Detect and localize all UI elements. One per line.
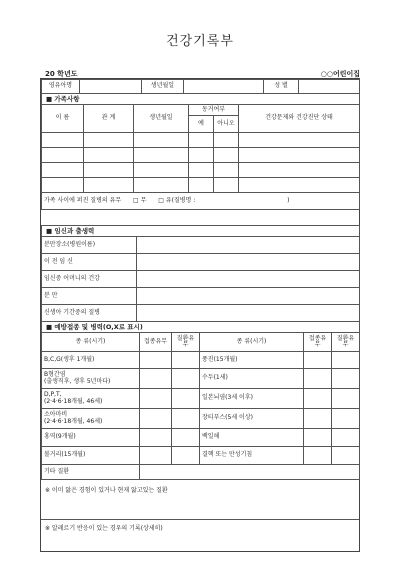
child-name-field[interactable] (80, 80, 142, 94)
school-year-label: 20 학년도 (45, 70, 78, 78)
vaccine-name: B,C,G(생후 1개월) (42, 352, 140, 369)
vaccine-done-cell[interactable] (304, 447, 332, 465)
family-row[interactable] (42, 178, 360, 193)
vaccine-name: 홍역(9개월) (42, 429, 140, 447)
family-col-birth: 생년월일 (134, 105, 189, 133)
pregnancy-label-mother-health: 임신중 어머니의 건강 (42, 271, 137, 288)
birth-date-label: 생년월일 (142, 80, 184, 94)
family-disease-label: 가족 사이에 퍼진 질병의 유무 (44, 196, 122, 204)
vaccine-ill-cell[interactable] (172, 429, 200, 447)
health-record-form (40, 78, 360, 552)
vaccine-name: 볼거리(15개월) (42, 447, 140, 465)
allergy-field[interactable] (41, 535, 359, 551)
other-illness-label: 기타 질환 (42, 465, 140, 480)
vaccine-ill-cell[interactable] (332, 447, 360, 465)
vaccination-table (41, 321, 360, 480)
vaccine-ill-cell[interactable] (172, 409, 200, 429)
vaccine-name: 풍진(15개월) (200, 352, 304, 369)
vaccine-col-done-right: 접종유무 (304, 333, 332, 352)
vaccine-col-type-right: 종 류(시기) (200, 333, 304, 352)
vaccine-name: 결핵 또는 만성기침 (200, 447, 304, 465)
vaccine-ill-cell[interactable] (332, 389, 360, 409)
vaccine-name: 수두(1세) (200, 369, 304, 389)
child-name-label: 영유아명 (42, 80, 80, 94)
family-col-cohabit: 동거여부 (189, 105, 239, 116)
pregnancy-label-delivery: 분 만 (42, 288, 137, 305)
vaccine-ill-cell[interactable] (172, 447, 200, 465)
pregnancy-section-title: ■ 임신과 출생력 (42, 226, 360, 237)
pregnancy-field-mother-health[interactable] (137, 271, 360, 288)
vaccine-ill-cell[interactable] (332, 369, 360, 389)
vaccine-ill-cell[interactable] (172, 369, 200, 389)
vaccine-ill-cell[interactable] (332, 429, 360, 447)
family-row[interactable] (42, 148, 360, 163)
vaccine-name: 백일해 (200, 429, 304, 447)
vaccine-done-cell[interactable] (304, 369, 332, 389)
allergy-note: ※ 알레르기 반응이 있는 경우의 기록(상세히) (45, 525, 163, 532)
birth-date-field[interactable] (184, 80, 264, 94)
pregnancy-field-place[interactable] (137, 237, 360, 254)
vaccination-section-title: ■ 예방접종 및 병력(O,X로 표시) (42, 322, 360, 333)
past-illness-note: ※ 이미 앓은 경험이 있거나 현재 앓고있는 질환 (45, 487, 168, 494)
vaccine-done-cell[interactable] (140, 429, 172, 447)
vaccine-ill-cell[interactable] (172, 352, 200, 369)
family-col-name: 이 름 (42, 105, 84, 133)
vaccine-name: 장티푸스(5세 이상) (200, 409, 304, 429)
family-section-title: ■ 가족사항 (42, 94, 360, 105)
pregnancy-field-prior[interactable] (137, 254, 360, 271)
vaccine-col-type-left: 종 류(시기) (42, 333, 140, 352)
vaccine-done-cell[interactable] (304, 389, 332, 409)
vaccine-col-ill-left: 질환유무 (172, 333, 200, 352)
vaccine-done-cell[interactable] (304, 429, 332, 447)
center-name: ○○어린이집 (320, 70, 360, 78)
pregnancy-label-prior: 이 전 임 신 (42, 254, 137, 271)
notes-divider (41, 519, 359, 520)
vaccine-name: 소아마비 (2·4·6·18개월, 46세) (42, 409, 140, 429)
basic-info-table (41, 79, 360, 94)
vaccine-ill-cell[interactable] (172, 389, 200, 409)
vaccine-name: D,P,T, (2·4·6·18개월, 46세) (42, 389, 140, 409)
vaccine-name: 일본뇌염(3세 이후) (200, 389, 304, 409)
vaccine-done-cell[interactable] (140, 369, 172, 389)
vaccine-name: B형간염 (출생직후, 생후 5년마다) (42, 369, 140, 389)
page-title: 건강기록부 (166, 34, 234, 49)
family-table (41, 93, 360, 210)
pregnancy-label-place: 분만장소(병원이름) (42, 237, 137, 254)
family-row[interactable] (42, 163, 360, 178)
gender-field[interactable] (299, 80, 360, 94)
family-col-no: 아니오 (214, 116, 239, 133)
vaccine-done-cell[interactable] (304, 409, 332, 429)
past-illness-field[interactable] (41, 500, 359, 519)
family-col-health: 건강문제와 건강진단 상태 (239, 105, 360, 133)
family-disease-none-checkbox[interactable]: □ 무 (133, 196, 147, 204)
vaccine-ill-cell[interactable] (332, 352, 360, 369)
pregnancy-field-delivery[interactable] (137, 288, 360, 305)
vaccine-ill-cell[interactable] (332, 409, 360, 429)
vaccine-done-cell[interactable] (140, 447, 172, 465)
vaccine-done-cell[interactable] (304, 352, 332, 369)
vaccine-col-ill-right: 질환유무 (332, 333, 360, 352)
pregnancy-field-newborn-illness[interactable] (137, 305, 360, 322)
pregnancy-table (41, 225, 360, 322)
family-disease-close-paren: ) (287, 196, 290, 204)
gender-label: 성 별 (264, 80, 299, 94)
vaccine-done-cell[interactable] (140, 389, 172, 409)
family-col-relation: 관 계 (84, 105, 134, 133)
family-row[interactable] (42, 133, 360, 148)
vaccine-col-done-left: 접종유무 (140, 333, 172, 352)
pregnancy-label-newborn-illness: 신생아 기간중의 질병 (42, 305, 137, 322)
family-disease-yes-checkbox[interactable]: □ 유(질병명 : (158, 196, 196, 204)
vaccine-done-cell[interactable] (140, 352, 172, 369)
family-col-yes: 예 (189, 116, 214, 133)
family-disease-row (42, 193, 360, 210)
other-illness-field[interactable] (140, 465, 360, 480)
vaccine-done-cell[interactable] (140, 409, 172, 429)
